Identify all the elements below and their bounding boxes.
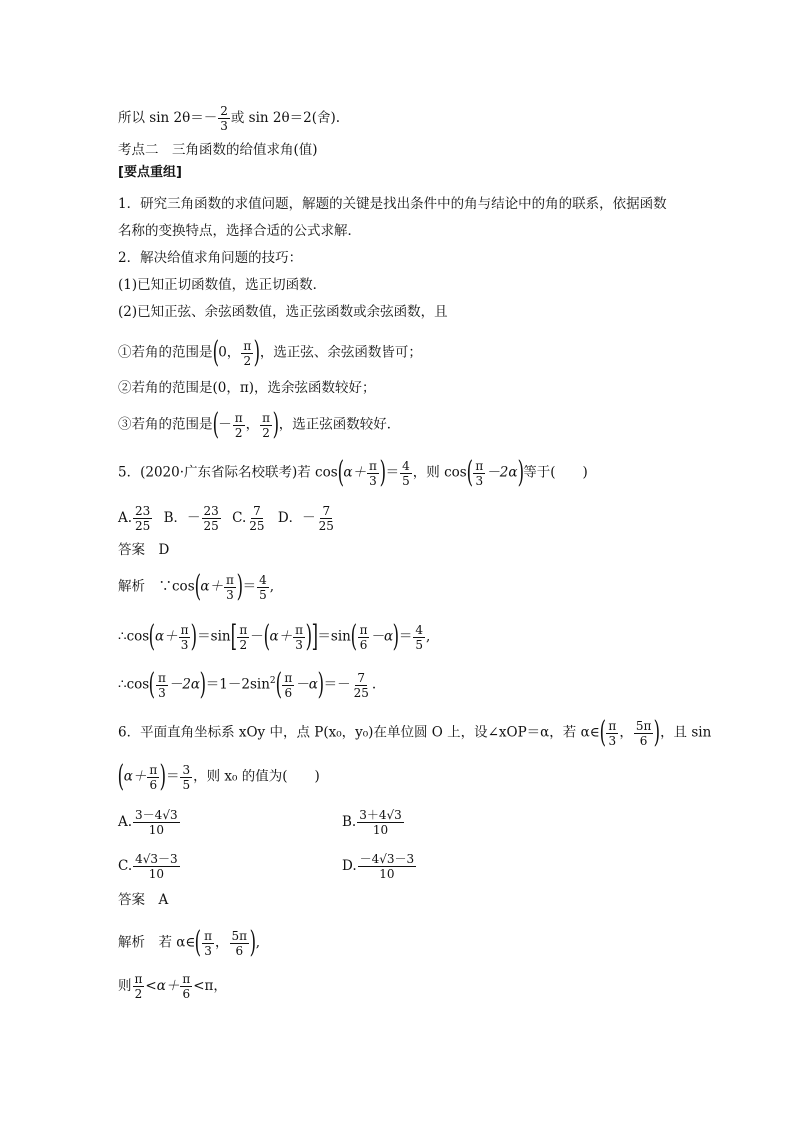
bracket-open: [ [230, 619, 237, 654]
alpha-plus: α＋ [269, 628, 293, 645]
fraction-numerator: 7 [253, 504, 261, 518]
fraction [352, 671, 371, 700]
q5-option-c [232, 504, 267, 533]
fraction-denominator: 6 [149, 777, 158, 792]
q6-stem-line2 [117, 759, 320, 794]
fraction-denominator: 6 [359, 637, 368, 652]
fraction [317, 504, 336, 533]
q5-analysis-line2: ∴cos(α＋ $\frac{\pi}{3}$ )＝sin[ $\frac{\pi}{2}$ －(α＋ $\frac{\pi}{3}$ )]＝sin( $\frac{\pi}{6}$ －α)＝ $\frac{4}{5}$ , [118, 619, 431, 654]
fraction [133, 808, 180, 837]
fraction [180, 763, 192, 792]
paren-close: ) [653, 715, 661, 750]
fraction-denominator: 5 [402, 473, 410, 488]
fraction-numerator: 2 [220, 104, 228, 118]
paren-close: ) [191, 619, 198, 654]
alpha-plus: α＋ [200, 578, 223, 595]
fraction-numerator: π [149, 762, 158, 777]
option-label: D． [277, 510, 303, 526]
fraction [400, 459, 412, 488]
paren-open: ( [212, 407, 219, 442]
fraction-numerator: 7 [357, 670, 366, 685]
fraction-numerator: 4 [415, 622, 423, 637]
paren-open: ( [337, 455, 344, 490]
q6-stem-end: ，且 sin [660, 724, 712, 741]
fraction [133, 504, 152, 533]
q6-option-c [118, 852, 181, 881]
q5-stem [118, 455, 588, 490]
fraction-numerator: π [225, 572, 234, 587]
fraction-denominator: 25 [353, 685, 369, 700]
fraction [257, 573, 269, 602]
comma: ， [245, 416, 260, 433]
fraction-denominator: 3 [608, 733, 617, 748]
fraction-denominator: 25 [318, 519, 334, 533]
fraction-numerator: π [475, 458, 484, 473]
q6-option-b [342, 808, 405, 837]
q6-answer: 答案 A [118, 892, 169, 908]
paren-close: ) [517, 455, 524, 490]
fraction-numerator: 5π [231, 928, 248, 943]
paren-open: ( [148, 667, 156, 702]
case3 [118, 407, 401, 442]
q5-stem-prefix: 5．(2020·广东省际名校联考)若 cos [118, 464, 338, 481]
case1-interval: 0， [218, 344, 241, 361]
minus-sign: － [218, 416, 232, 433]
fraction-denominator: 3 [204, 943, 212, 958]
minus-sign: － [302, 510, 316, 526]
minus-2alpha: －2α [486, 464, 518, 481]
q5-options [118, 504, 337, 533]
line-prefix: ∴cos [118, 628, 150, 645]
q5-stem-suffix: 等于( ) [523, 464, 588, 481]
fraction-numerator: π [284, 670, 293, 685]
fraction [230, 929, 250, 958]
point1-line2: 名称的变换特点，选择合适的公式求解． [118, 223, 361, 239]
fraction-denominator: 3 [226, 587, 234, 602]
fraction-numerator: π [134, 972, 143, 986]
analysis-label: 解析 ∵cos [118, 578, 195, 595]
q6-option-d [342, 852, 417, 881]
alpha-plus: α＋ [123, 768, 147, 785]
case2: ②若角的范围是(0，π)，选余弦函数较好； [118, 380, 376, 396]
point2: 2．解决给值求角问题的技巧： [118, 250, 303, 266]
minus-2alpha: －2α [168, 676, 201, 693]
fraction-denominator: 3 [220, 119, 228, 133]
fraction-denominator: 5 [415, 637, 423, 652]
fraction-numerator: 5π [635, 718, 652, 733]
fraction-numerator: 4 [402, 458, 410, 473]
fraction-numerator: π [369, 458, 377, 473]
fraction-numerator: 4√3－3 [135, 852, 178, 866]
paren-close: ) [379, 455, 387, 490]
q6-stem-line1: 6．平面直角坐标系 xOy 中，点 P(x₀，y₀)在单位圆 O 上，设∠xOP＝α，若 α∈( $\frac{\pi}{3}$ ， $\frac{5\pi}{6}$ )，且 sin [118, 715, 712, 750]
fraction-denominator: 2 [234, 425, 243, 440]
equals: ＝ [165, 768, 180, 785]
paren-open: ( [275, 667, 282, 702]
q6-analysis-line2 [118, 972, 227, 1001]
paren-open: ( [212, 335, 219, 370]
paren-open: ( [263, 619, 270, 654]
fraction-denominator: 3 [180, 637, 189, 652]
case1-suffix: ，选正弦、余弦函数皆可； [259, 344, 422, 361]
fraction [133, 972, 145, 1001]
paren-close: ) [392, 619, 400, 654]
fraction-denominator: 10 [148, 823, 164, 837]
fraction-denominator: 2 [134, 987, 143, 1001]
fraction-denominator: 2 [239, 637, 248, 652]
point1-line1: 1．研究三角函数的求值问题，解题的关键是找出条件中的角与结论中的角的联系，依据函数 [118, 196, 667, 212]
paren-open: ( [148, 619, 156, 654]
case3-suffix: ，选正弦函数较好． [278, 416, 401, 433]
fraction [357, 808, 404, 837]
one-minus-2sin: ＝1－2sin [205, 676, 270, 693]
paren-close: ) [159, 759, 167, 794]
fraction [247, 504, 266, 533]
option-label: B. [342, 814, 357, 830]
fraction-numerator: 4 [259, 572, 267, 587]
fraction [358, 623, 370, 652]
paren-close: ) [253, 335, 261, 370]
fraction-denominator: 25 [203, 519, 219, 533]
alpha-plus: α＋ [154, 628, 178, 645]
paren-open: ( [599, 715, 606, 750]
fraction-denominator: 2 [243, 353, 252, 368]
paren-open: ( [195, 925, 202, 960]
fraction-numerator: π [359, 622, 368, 637]
q5-option-d [277, 504, 337, 533]
top-line-prefix: 所以 sin 2θ＝－ [118, 110, 218, 126]
fraction-denominator: 2 [262, 425, 270, 440]
equals: ＝ [385, 464, 400, 481]
equals-sin: ＝sin [317, 628, 351, 645]
line-prefix: ∴cos [118, 676, 150, 693]
fraction-denominator: 3 [295, 637, 303, 652]
equals-sin: ＝sin [197, 628, 231, 645]
fraction-numerator: π [157, 670, 166, 685]
fraction-denominator: 10 [148, 867, 165, 881]
paren-open: ( [350, 619, 357, 654]
fraction-numerator: 7 [322, 504, 331, 518]
fraction-denominator: 25 [135, 519, 151, 533]
fraction [179, 623, 191, 652]
fraction-numerator: 3－4√3 [135, 808, 178, 822]
option-label: A. [118, 510, 133, 526]
fraction-denominator: 5 [182, 777, 191, 792]
q5-answer: 答案 D [118, 542, 170, 558]
fraction [180, 972, 192, 1001]
fraction [156, 671, 168, 700]
fraction [413, 623, 425, 652]
fraction [233, 411, 245, 440]
analysis-label: 解析 若 α∈ [118, 934, 196, 951]
fraction-denominator: 10 [372, 823, 389, 837]
fraction-denominator: 6 [235, 943, 244, 958]
minus-alpha: －α [295, 676, 318, 693]
q6-analysis-line1: 解析 若 α∈( $\frac{\pi}{3}$ ， $\frac{5\pi}{6}$ ), [118, 925, 261, 960]
paren-close: ) [199, 667, 207, 702]
fraction [260, 411, 272, 440]
fraction-denominator: 3 [369, 473, 377, 488]
fraction-numerator: π [243, 338, 252, 353]
fraction-denominator: 6 [284, 685, 293, 700]
fraction-numerator: π [608, 718, 617, 733]
fraction [202, 929, 214, 958]
alpha-inequality: <α＋ [145, 978, 180, 994]
tip2: (2)已知正弦、余弦函数值，选正弦函数或余弦函数，且 [118, 304, 448, 320]
paren-close: ) [305, 619, 313, 654]
q5-analysis-line3 [118, 667, 377, 702]
q6-option-a [118, 808, 181, 837]
key-points-heading: [要点重组] [118, 165, 182, 180]
case1-prefix: ①若角的范围是 [118, 344, 213, 361]
fraction-denominator: 6 [182, 987, 191, 1001]
q5-analysis-line1: 解析 ∵cos(α＋ $\frac{\pi}{3}$ )＝ $\frac{4}{5}$ , [118, 569, 275, 604]
fraction-denominator: 6 [639, 733, 648, 748]
option-label: C. [232, 510, 247, 526]
fraction [293, 623, 305, 652]
section-title: 考点二 三角函数的给值求角(值) [118, 142, 318, 158]
fraction [218, 104, 230, 133]
fraction-denominator: 25 [249, 519, 265, 533]
fraction-numerator: 3＋4√3 [359, 808, 402, 822]
option-label: C. [118, 858, 133, 874]
fraction-numerator: π [239, 622, 248, 637]
option-label: D. [342, 858, 357, 874]
q5-option-b [163, 504, 222, 533]
equals: ＝ [398, 628, 413, 645]
fraction [358, 852, 417, 881]
fraction-denominator: 3 [475, 473, 484, 488]
q6-stem-text: 6．平面直角坐标系 xOy 中，点 P(x₀，y₀)在单位圆 O 上，设∠xOP＝α，若 α∈ [118, 724, 600, 741]
fraction-numerator: 3 [182, 762, 191, 777]
superscript: 2 [269, 676, 276, 686]
fraction [282, 671, 294, 700]
fraction-numerator: 23 [203, 504, 219, 518]
fraction-numerator: π [295, 622, 303, 637]
bracket-close: ] [311, 619, 318, 654]
fraction-numerator: π [262, 410, 270, 425]
q5-option-a [118, 504, 153, 533]
case3-prefix: ③若角的范围是 [118, 416, 213, 433]
paren-close: ) [236, 569, 243, 604]
period: . [371, 676, 377, 693]
line-prefix: 则 [118, 978, 132, 994]
fraction-denominator: 10 [379, 867, 395, 881]
case1 [118, 335, 422, 370]
paren-open: ( [117, 759, 125, 794]
fraction-numerator: π [182, 972, 191, 986]
equals-minus: ＝－ [323, 676, 351, 693]
fraction-numerator: π [234, 410, 243, 425]
option-label: A. [118, 814, 133, 830]
top-line-suffix: 或 sin 2θ＝2(舍). [230, 110, 341, 126]
minus-sign: － [187, 510, 201, 526]
fraction [473, 459, 485, 488]
equals: ＝ [242, 578, 257, 595]
fraction [606, 719, 618, 748]
q6-stem-suffix: ，则 x₀ 的值为( ) [193, 768, 320, 785]
fraction [237, 623, 249, 652]
fraction [367, 459, 379, 488]
paren-close: ) [249, 925, 257, 960]
line-suffix: <π， [193, 978, 227, 994]
fraction [202, 504, 221, 533]
fraction [133, 852, 180, 881]
paren-open: ( [194, 569, 201, 604]
alpha-plus: α＋ [343, 464, 367, 481]
fraction-denominator: 3 [158, 685, 166, 700]
top-line [118, 104, 340, 133]
fraction [147, 763, 159, 792]
tip1: (1)已知正切函数值，选正切函数． [118, 277, 327, 293]
fraction-numerator: π [204, 928, 213, 943]
paren-open: ( [466, 455, 473, 490]
fraction-denominator: 5 [259, 587, 267, 602]
paren-close: ) [272, 407, 280, 442]
fraction [241, 339, 253, 368]
option-label: B． [163, 510, 188, 526]
fraction [224, 573, 236, 602]
minus-alpha: －α [370, 628, 394, 645]
fraction-numerator: －4√3－3 [359, 852, 415, 866]
paren-close: ) [317, 667, 324, 702]
fraction [634, 719, 654, 748]
fraction-numerator: π [180, 622, 189, 637]
q5-stem-mid: ，则 cos [412, 464, 467, 481]
fraction-numerator: 23 [135, 504, 151, 518]
